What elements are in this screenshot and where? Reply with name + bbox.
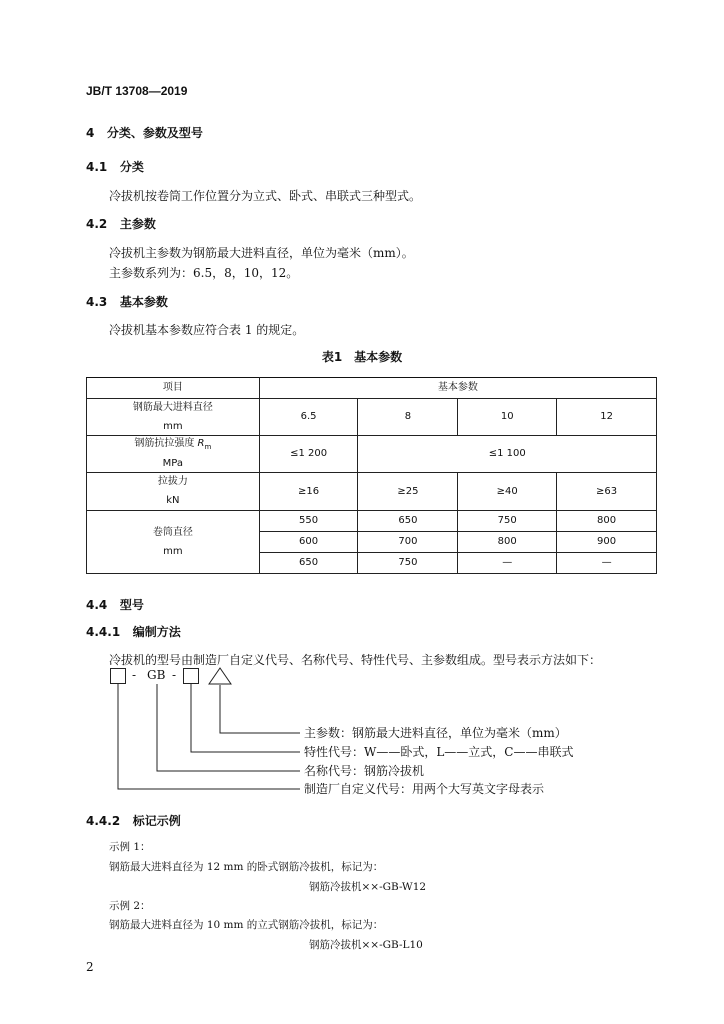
- section-title: 型号: [119, 598, 144, 612]
- section-number: 4.1: [86, 160, 108, 174]
- example-2-mark: 钢筋冷拔机××-GB-L10: [309, 939, 423, 951]
- strength-subscript: m: [204, 443, 212, 451]
- section-number: 4.4.2: [86, 814, 121, 828]
- section-title: 分类: [119, 160, 144, 174]
- table-cell: 750: [458, 511, 557, 532]
- strength-unit: MPa: [162, 458, 183, 469]
- section-4-2-text-1: 冷拔机主参数为钢筋最大进料直径，单位为毫米（mm）。: [109, 246, 414, 260]
- table-cell: 6.5: [259, 399, 358, 436]
- table-cell: 550: [259, 511, 358, 532]
- example-2-label: 示例 2：: [109, 900, 151, 912]
- page-number: 2: [86, 960, 94, 974]
- section-4-4-1-text: 冷拔机的型号由制造厂自定义代号、名称代号、特性代号、主参数组成。型号表示方法如下：: [109, 653, 602, 667]
- main-param-triangle: [209, 668, 231, 684]
- table-cell: 900: [557, 532, 657, 553]
- table-cell: ≥25: [358, 473, 458, 511]
- table-cell: —: [458, 553, 557, 574]
- header-params: 基本参数: [259, 378, 656, 399]
- strength-label-main: 钢筋抗拉强度: [134, 438, 198, 449]
- force-label: 拉拔力: [157, 476, 188, 487]
- drum-unit: mm: [163, 545, 183, 557]
- section-number: 4.4: [86, 598, 108, 612]
- table-cell: ≥40: [458, 473, 557, 511]
- table-cell: 650: [358, 511, 458, 532]
- section-number: 4: [86, 126, 95, 140]
- legend-manufacturer-code: 制造厂自定义代号：用两个大写英文字母表示: [304, 782, 545, 796]
- table-cell: ≥16: [259, 473, 358, 511]
- example-2-text: 钢筋最大进料直径为 10 mm 的立式钢筋冷拔机，标记为：: [109, 919, 384, 931]
- section-number: 4.2: [86, 217, 108, 231]
- table-cell: 700: [358, 532, 458, 553]
- table-cell: 750: [358, 553, 458, 574]
- section-title: 编制方法: [132, 625, 181, 639]
- standard-number: JB/T 13708—2019: [86, 84, 188, 98]
- legend-name-code: 名称代号：钢筋冷拔机: [304, 764, 425, 778]
- drum-label: 卷筒直径: [152, 526, 193, 538]
- section-4-2-text-2: 主参数系列为：6.5，8，10，12。: [109, 266, 299, 280]
- section-4-3-text: 冷拔机基本参数应符合表 1 的规定。: [109, 323, 305, 337]
- table-cell: 8: [358, 399, 458, 436]
- section-number: 4.3: [86, 295, 108, 309]
- table-cell: —: [557, 553, 657, 574]
- force-unit: kN: [166, 495, 180, 506]
- section-title: 主参数: [119, 217, 156, 231]
- section-4-1-text: 冷拔机按卷筒工作位置分为立式、卧式、串联式三种型式。: [109, 189, 422, 203]
- legend-main-param: 主参数：钢筋最大进料直径，单位为毫米（mm）: [304, 726, 567, 740]
- name-code-text: GB: [147, 668, 166, 682]
- table-cell: 10: [458, 399, 557, 436]
- table-caption: 表1 基本参数: [321, 350, 403, 364]
- diameter-unit: mm: [163, 420, 183, 432]
- table-cell: ≤1 100: [358, 436, 657, 473]
- example-1-mark: 钢筋冷拔机××-GB-W12: [309, 881, 427, 893]
- section-number: 4.4.1: [86, 625, 121, 639]
- section-title: 分类、参数及型号: [106, 126, 203, 140]
- table-cell: ≥63: [557, 473, 657, 511]
- section-4-4-2-heading: [86, 812, 181, 829]
- table-cell: 12: [557, 399, 657, 436]
- example-1-label: 示例 1：: [109, 841, 151, 853]
- table-cell: 650: [259, 553, 358, 574]
- dash-separator: -: [132, 668, 137, 682]
- header-item: 项目: [87, 378, 260, 399]
- section-title: 基本参数: [119, 295, 168, 309]
- section-title: 标记示例: [132, 814, 181, 828]
- strength-symbol: R: [197, 438, 205, 449]
- diameter-label: 钢筋最大进料直径: [132, 401, 213, 413]
- legend-characteristic-code: 特性代号：W——卧式，L——立式，C——串联式: [304, 745, 574, 759]
- table-cell: 800: [557, 511, 657, 532]
- dash-separator: -: [172, 668, 177, 682]
- example-1-text: 钢筋最大进料直径为 12 mm 的卧式钢筋冷拔机，标记为：: [109, 861, 384, 873]
- table-cell: ≤1 200: [259, 436, 358, 473]
- table-cell: 800: [458, 532, 557, 553]
- table-cell: 600: [259, 532, 358, 553]
